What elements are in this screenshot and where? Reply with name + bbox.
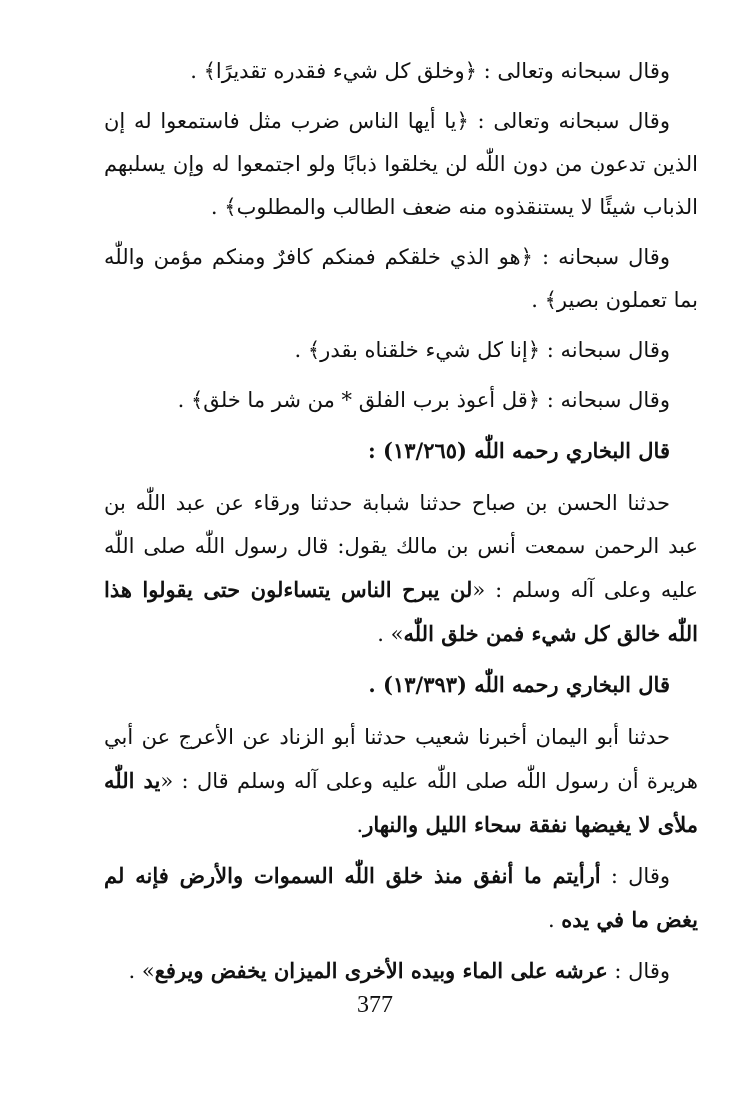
hadith-paragraph-4 — [104, 949, 698, 993]
hadith-2-end: . — [356, 813, 364, 837]
hadith-paragraph-1 — [104, 482, 698, 656]
paragraph-verse-3: وقال سبحانه : ﴿هو الذي خلقكم فمنكم كافرٌ ومنكم مؤمن واللّٰه بما تعملون بصير﴾ . — [104, 245, 698, 312]
paragraph-verse-1: وقال سبحانه وتعالى : ﴿وخلق كل شيء فقدره تقديرًا﴾ . — [190, 59, 670, 83]
hadith-paragraph-2 — [104, 716, 698, 847]
page-number: 377 — [357, 992, 393, 1018]
paragraph-verse-4: وقال سبحانه : ﴿إنا كل شيء خلقناه بقدر﴾ . — [294, 338, 670, 362]
hadith-2-text: حدثنا أبو اليمان أخبرنا شعيب حدثنا أبو الزناد عن الأعرج عن أبي هريرة أن رسول اللّٰه صلى اللّٰه عليه وعلى آله وسلم قال : « — [104, 725, 699, 793]
section-heading-2: قال البخاري رحمه اللّٰه (١٣/٣٩٣) . — [368, 672, 670, 697]
hadith-1-end: » . — [377, 622, 404, 646]
hadith-1-quote: لن يبرح الناس يتساءلون حتى يقولوا هذا اللّٰه خالق كل شيء فمن خلق اللّٰه — [104, 577, 698, 646]
paragraph-verse-5: وقال سبحانه : ﴿قل أعوذ برب الفلق * من شر ما خلق﴾ . — [177, 388, 670, 412]
paragraph-verse-2: وقال سبحانه وتعالى : ﴿يا أيها الناس ضرب مثل فاستمعوا له إن الذين تدعون من دون اللّٰه لن يخلقوا ذبابًا ولو اجتمعوا له وإن يسلبهم الذباب شيئًا لا يستنقذوه منه ضعف الطالب والمطلوب﴾ . — [104, 109, 698, 219]
section-heading-1: قال البخاري رحمه اللّٰه (١٣/٢٦٥) : — [367, 438, 670, 463]
page-body — [104, 50, 698, 1000]
hadith-1-text: حدثنا الحسن بن صباح حدثنا شبابة حدثنا ورقاء عن عبد اللّٰه بن عبد الرحمن سمعت أنس بن مالك يقول: قال رسول اللّٰه صلى اللّٰه عليه وعلى آله وسلم : « — [104, 491, 698, 602]
hadith-3-text: وقال : — [600, 864, 671, 888]
hadith-3-end: . — [547, 908, 562, 932]
hadith-3-quote: أرأيتم ما أنفق منذ خلق اللّٰه السموات والأرض فإنه لم يغض ما في يده — [104, 863, 698, 932]
hadith-paragraph-3 — [104, 854, 698, 942]
hadith-2-quote: يد اللّٰه ملأى لا يغيضها نفقة سحاء الليل والنهار — [104, 768, 698, 837]
hadith-4-quote: عرشه على الماء وبيده الأخرى الميزان يخفض ويرفع — [154, 958, 608, 983]
hadith-4-text: وقال : — [607, 959, 670, 983]
hadith-4-end: » . — [128, 959, 155, 983]
